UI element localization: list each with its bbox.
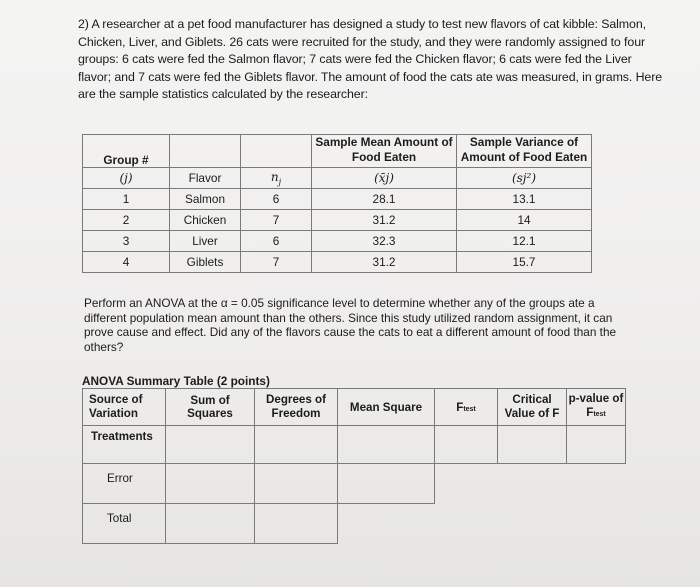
mean-symbol: (x̄j) [312,168,457,189]
pvalue-header: p-value of Ftest [567,389,626,426]
variance-header: Sample Variance of Amount of Food Eaten [457,135,592,168]
critical-header: Critical Value of F [498,389,567,426]
table-row: 3 Liver 6 32.3 12.1 [83,231,592,252]
flavor-label: Flavor [170,168,241,189]
ms-error-cell[interactable] [338,464,435,504]
anova-row-total: Total [83,504,626,544]
anova-summary-table [82,388,626,544]
ss-treatments-cell[interactable] [166,426,255,464]
ftest-cell[interactable] [435,426,498,464]
flavor-header [170,135,241,168]
variance-symbol: (sj²) [457,168,592,189]
sample-statistics-table [82,134,592,273]
mean-header: Sample Mean Amount of Food Eaten [312,135,457,168]
df-error-cell[interactable] [255,464,338,504]
source-header: Source of Variation [83,389,166,426]
anova-row-error: Error [83,464,626,504]
question-text: 2) A researcher at a pet food manufacturer has designed a study to test new flavors of cat kibble: Salmon, Chicken, Liver, and Giblets. 26 cats were recruited for the study, and they were randomly assigned to four groups: 6 cats were fed the Salmon flavor; 7 cats were fed the Chicken flavor; 6 cats were fed the Liver flavor; and 7 cats were fed the Giblets flavor. The amount of food the cats ate was measured, in grams. Here are the sample statistics calculated by the researcher: [78,17,663,102]
pvalue-cell[interactable] [567,426,626,464]
df-treatments-cell[interactable] [255,426,338,464]
ss-total-cell[interactable] [166,504,255,544]
ss-error-cell[interactable] [166,464,255,504]
df-header: Degrees of Freedom [255,389,338,426]
group-symbol: (j) [83,168,170,189]
ms-treatments-cell[interactable] [338,426,435,464]
table-row: 2 Chicken 7 31.2 14 [83,210,592,231]
group-header: Group # [83,135,170,168]
n-symbol: $n_j$ [241,168,312,189]
ftest-header: Ftest [435,389,498,426]
anova-row-treatments: Treatments [83,426,626,464]
n-header [241,135,312,168]
table-row: 4 Giblets 7 31.2 15.7 [83,252,592,273]
anova-title: ANOVA Summary Table (2 points) [82,374,270,388]
ms-header: Mean Square [338,389,435,426]
critical-cell[interactable] [498,426,567,464]
table-row: 1 Salmon 6 28.1 13.1 [83,189,592,210]
instructions-text: Perform an ANOVA at the α = 0.05 significance level to determine whether any of the groups ate a different population mean amount than the others. Since this study utilized random assignment, it can prove cause and effect. Did any of the flavors cause the cats to eat a different amount of food than the others? [84,296,617,354]
ss-header: Sum of Squares [166,389,255,426]
df-total-cell[interactable] [255,504,338,544]
